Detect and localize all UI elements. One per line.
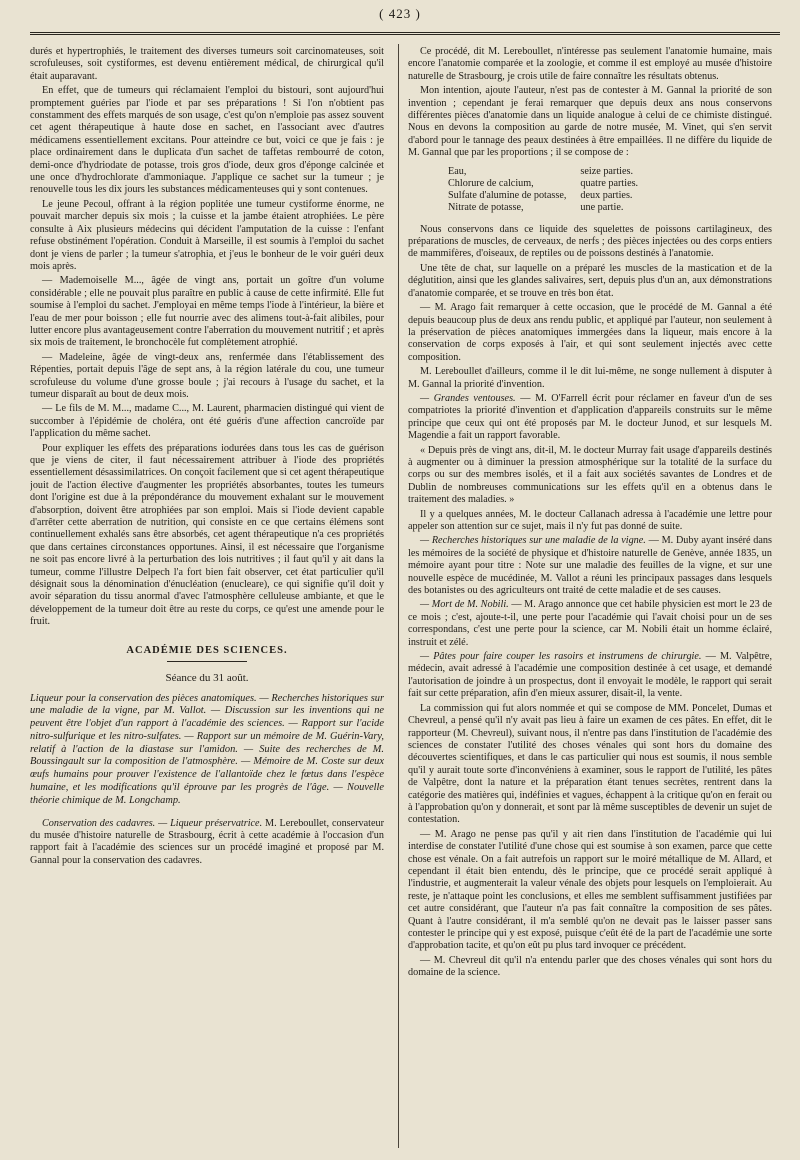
paragraph: Il y a quelques années, M. le docteur Callanach adressa à l'académie une lettre pour appeler son attention sur ce sujet, mais il n'y fut pas donné de suite.	[408, 508, 772, 532]
paragraph: — Madeleine, âgée de vingt-deux ans, renfermée dans l'établissement des Répenties, portait depuis l'âge de sept ans, à la région latérale du cou, une tumeur scrofuleuse du volume d'une grosse boule ; j'ai recours à l'usage du sachet, et la tumeur disparaît au bout de deux mois.	[30, 351, 384, 400]
header-rule	[30, 32, 780, 35]
paragraph: — M. Chevreul dit qu'il n'a entendu parler que des choses vénales qui sont hors du domaine de la science.	[408, 954, 772, 979]
paragraph: M. Lereboullet d'ailleurs, comme il le dit lui-même, ne songe nullement à disputer à M. Gannal la priorité d'invention.	[408, 366, 772, 390]
substance-cell: Eau,	[448, 165, 467, 177]
article-title: — Pâtes pour faire couper les rasoirs et instrumens de chirurgie.	[420, 651, 702, 663]
article-text: M. Lereboullet, conservateur du musée d'histoire naturelle de Strasbourg, écrit à cette académie à l'occasion d'un rapport fait à l'académie des sciences sur un procédé imaginé et proposé par M. Gannal pour la conservation des cadavres.	[30, 817, 384, 866]
article-title: — Mort de M. Nobili.	[420, 599, 509, 611]
paragraph: Mon intention, ajoute l'auteur, n'est pas de contester à M. Gannal la priorité de son invention ; cependant je ferai remarquer que depuis deux ans nous conservons différentes pièces d'anatomie dans un liquide analogue à celui de ce chimiste distingué. Nous en devons la composition au garde de notre musée, M. Vinet, qui s'en servit d'abord pour le tannage des peaux destinées à être empaillées. Il ne diffère du liquide de M. Gannal que par les proportions ; il se compose de :	[408, 85, 772, 159]
table-row	[448, 190, 652, 202]
article-title: — Grandes ventouses.	[420, 392, 516, 404]
table-row	[448, 178, 652, 190]
paragraph: — M. Arago ne pense pas qu'il y ait rien dans l'institution de l'académie qui lui interdise de constater l'utilité d'une chose qui est soumise à son examen, parce que cette chose est vénale. On a fait autrefois un rapport sur le moiré métallique de M. Allard, et cependant il était bien entendu, dès le principe, que ce procédé serait appliqué à l'industrie, et augmenterait la valeur vénale des objets pour lesquels on l'emploierait. Au reste, je n'attaque point les conclusions, et elles me semblent suffisamment justifiées par cet autre considérant, que l'auteur n'a pas fait connaître la composition de ses pâtes. Quant à l'autre considérant, il m'a semblé qu'on ne devait pas le laisser passer sans contester le principe qui y est exposé, puisque c'eût été de la part de l'académie une sorte d'approbation tacite, et qu'on eût pu plus tard invoquer ce précédent.	[408, 828, 772, 952]
composition-table	[448, 166, 652, 214]
paragraph	[408, 393, 772, 443]
section-rule	[167, 661, 247, 662]
article-text: — M. Arago annonce que cet habile physicien est mort le 23 de ce mois ; c'est, ajoute-t-il, une perte pour l'académie qui l'avait choisi pour un de ses correspondans, c'est une perte pour la science, car M. Nobili était un homme éclairé, instruit et zélé.	[408, 599, 772, 648]
right-column	[408, 46, 772, 1154]
article-text: — M. Valpêtre, médecin, avait adressé à l'académie une composition destinée à cet usage, et demandé l'autorisation de joindre à un prospectus, dont il envoyait le modèle, le rapport qui serait fait sur cette préparation, afin d'en mieux assurer, disait-il, la vente.	[408, 651, 772, 700]
article-title: — Recherches historiques sur une maladie de la vigne.	[420, 535, 646, 547]
table-row	[448, 166, 652, 178]
paragraph: Ce procédé, dit M. Lereboullet, n'intéresse pas seulement l'anatomie humaine, mais encore l'anatomie comparée et la zoologie, et comme il est employé au musée d'histoire naturelle de Strasbourg, je crois utile de faire connaître les résultats obtenus.	[408, 46, 772, 82]
substance-cell: Chlorure de calcium,	[448, 177, 534, 189]
article-text: — M. Duby ayant inséré dans les mémoires de la société de physique et d'histoire naturelle de Genève, année 1835, un mémoire ayant pour titre : Note sur une maladie des feuilles de la vigne, et sur une nouvelle espèce de mucédinée, M. Vallot a réuni les principaux passages dans lesquels des botanistes ou des agriculteurs ont traité de cette maladie et de ses causes.	[408, 535, 772, 597]
paragraph: — M. Arago fait remarquer à cette occasion, que le procédé de M. Gannal a été depuis beaucoup plus de deux ans rendu public, et appliqué par l'auteur, non seulement à la préservation de pièces anatomiques immergées dans la liqueur, mais encore à la conservation de corps exposés à l'air, et qui sont seulement injectés avec cette composition.	[408, 302, 772, 363]
table-row	[448, 202, 652, 214]
session-summary: Liqueur pour la conservation des pièces anatomiques. — Recherches historiques sur une maladie de la vigne, par M. Vallot. — Discussion sur les inventions qui ne peuvent être l'objet d'un rapport à l'académie des sciences. — Rapport sur l'acide nitro-sulfurique et les nitro-sulfates. — Rapport sur un mémoire de M. Guérin-Vary, relatif à l'action de la diastase sur l'amidon. — Suite des recherches de M. Boussingault sur la composition de l'atmosphère. — Mémoire de M. Coste sur deux œufs humains pour prouver l'existence de l'allantoïde chez le fœtus dans l'espèce humaine, et les modifications qu'il éprouve par les progrès de l'âge. — Nouvelle théorie chimique de M. Longchamp.	[30, 692, 384, 806]
amount-cell: une partie.	[580, 201, 624, 213]
paragraph: Une tête de chat, sur laquelle on a préparé les muscles de la mastication et de la déglutition, ainsi que les glandes salivaires, sert, depuis plus d'un an, aux démonstrations d'anatomie comparée, et se trouve en très bon état.	[408, 262, 772, 299]
paragraph: Pour expliquer les effets des préparations iodurées dans tous les cas de guérison que je viens de citer, il faut nécessairement attribuer à l'iode des propriétés essentiellement désassimilatrices. On conçoit facilement que si cet agent thérapeutique jouit de l'action élective d'augmenter les propriétés absorbantes, toutes les tumeurs dont l'origine est due à la prépondérance du mouvement exhalant sur le mouvement d'absorption, doivent être atrophiées par son emploi. Mais si l'iode devient capable d'arrêter cette aberration de nutrition, qui consiste en ce que certains élémens sont continuellement exhalés sans être absorbés, cet agent thérapeutique n'a ces propriétés que dans certaines circonstances opportunes. Ainsi, il est nécessaire que l'organisme ne soit pas encore livré à la perturbation des lois nutritives ; il faut qu'il y ait dans la tumeur, comme l'illustre Delpech l'a fort bien fait observer, cet état particulier qu'il désignait sous la dénomination d'énucléation (enucleare), ce qui signifie qu'il doit y avoir séparation du tissu anormal d'avec l'atmosphère celluleuse ambiante, et que le développement de la tumeur doit être au reste du corps, ce qu'est une amende pour le fruit.	[30, 442, 384, 628]
amount-cell: quatre parties.	[580, 177, 639, 189]
paragraph: — Mademoiselle M..., âgée de vingt ans, portait un goître d'un volume considérable ; elle ne pouvait plus paraître en public à cause de cette infirmité. Elle fut soumise à l'emploi du sachet. J'employai en même temps l'iode à l'intérieur, la bière et l'eau de mer pour boisson ; elle fut nourrie avec des alimens tout-à-fait alibiles, pour lutter encore plus avantageusement contre l'aberration du mouvement nutritif ; et après six mois de traitement, le bronchocèle fut complètement atrophié.	[30, 275, 384, 349]
section-heading: ACADÉMIE DES SCIENCES.	[126, 644, 288, 656]
paragraph: Nous conservons dans ce liquide des squelettes de poissons cartilagineux, des préparations de muscles, de cerveaux, de nerfs ; des pièces injectées ou des corps entiers de mammifères, d'oiseaux, de reptiles ou de poissons destinés à l'anatomie.	[408, 223, 772, 260]
substance-cell: Nitrate de potasse,	[448, 201, 524, 213]
paragraph	[30, 818, 384, 868]
substance-cell: Sulfate d'alumine de potasse,	[448, 189, 567, 201]
article-text: — M. O'Farrell écrit pour réclamer en faveur d'un de ses compatriotes la priorité d'invention et d'application d'appareils construits sur le même principe que ceux qui ont été proposés par M. le docteur Junod, et sur lesquels M. Magendie a fait un rapport favorable.	[408, 392, 772, 442]
column-divider	[398, 44, 399, 1148]
session-date: Séance du 31 août.	[165, 672, 249, 685]
paragraph: En effet, que de tumeurs qui réclamaient l'emploi du bistouri, sont aujourd'hui promptement guéries par l'iode et par ses préparations ! Si l'on n'obtient pas constamment des effets marqués de son usage, c'est qu'on n'emploie pas assez souvent cet agent thérapeutique à haute dose en sachet, en l'associant avec d'autres médicamens essentiellement excitans. Pour atteindre ce but, voici ce que je fais : je place ordinairement dans le duplicata d'un sachet de taffetas rembourré de coton, demi-once d'hydriodate de potasse, trois gros d'iode, deux gros d'éponge calcinée et une once d'hydrochlorate d'ammoniaque. J'applique ce sachet sur la tumeur ; je renouvelle tous les dix jours les substances médicamenteuses qui y sont contenues.	[30, 85, 384, 196]
paragraph: « Depuis près de vingt ans, dit-il, M. le docteur Murray fait usage d'appareils destinés à augmenter ou à diminuer la pression atmosphérique sur la totalité de la surface du corps ou sur des membres isolés, et il a fait aux sociétés savantes de Londres et de Dublin de nombreuses communications sur les effets qu'il en a obtenus dans le traitement des maladies. »	[408, 444, 772, 506]
amount-cell: seize parties.	[580, 165, 634, 177]
amount-cell: deux parties.	[580, 189, 633, 201]
paragraph: durés et hypertrophiés, le traitement des diverses tumeurs soit carcinomateuses, soit scrofuleuses, soit cystiformes, est devenu entièrement médical, de chirurgical qu'il était auparavant.	[30, 46, 384, 82]
left-column	[30, 46, 384, 1154]
page-number: ( 423 )	[379, 6, 421, 21]
paragraph: — Le fils de M. M..., madame C..., M. Laurent, pharmacien distingué qui vient de succomber à l'épidémie de choléra, ont été guéris d'une affection cancroïde par l'application du même sachet.	[30, 403, 384, 440]
paragraph	[408, 535, 772, 597]
paragraph	[408, 599, 772, 649]
article-title: Conservation des cadavres. — Liqueur préservatrice.	[42, 817, 263, 829]
paragraph: La commission qui fut alors nommée et qui se compose de MM. Poncelet, Dumas et Chevreul, a pensé qu'il n'y avait pas lieu à faire un examen de ces pâtes. En effet, dit le rapporteur (M. Chevreul), suivant nous, il n'entre pas dans l'institution de l'académie des sciences de constater l'utilité des choses vénales qui sont hors du domaine des découvertes scientifiques, et dans le cas particulier qui nous est soumis, il nous semble qu'il y aurait toute sorte d'inconvéniens à examiner, sous le rapport de l'utilité, les pâtes de Valpêtre, dont la nature et la préparation étant tenues secrètes, rentrent dans la catégorie des matières qui, indéfinies et vagues, échappent à la critique qu'on en ferait ou à l'approbation qu'on y donnerait, et sont par là même susceptibles de devenir un sujet de contestation.	[408, 702, 772, 826]
paragraph: Le jeune Pecoul, offrant à la région poplitée une tumeur cystiforme énorme, ne pouvait marcher depuis six mois ; la cuisse et la jambe étaient atrophiées. Le père consulte à Aix plusieurs médecins qui décident l'amputation de la cuisse : l'enfant refuse obstinément l'opération. Conduit à Marseille, il est soumis à l'emploi du sachet dont je viens de parler ; la tumeur s'atrophia, et j'eus le bonheur de le voir guéri deux mois après.	[30, 198, 384, 272]
paragraph	[408, 651, 772, 701]
